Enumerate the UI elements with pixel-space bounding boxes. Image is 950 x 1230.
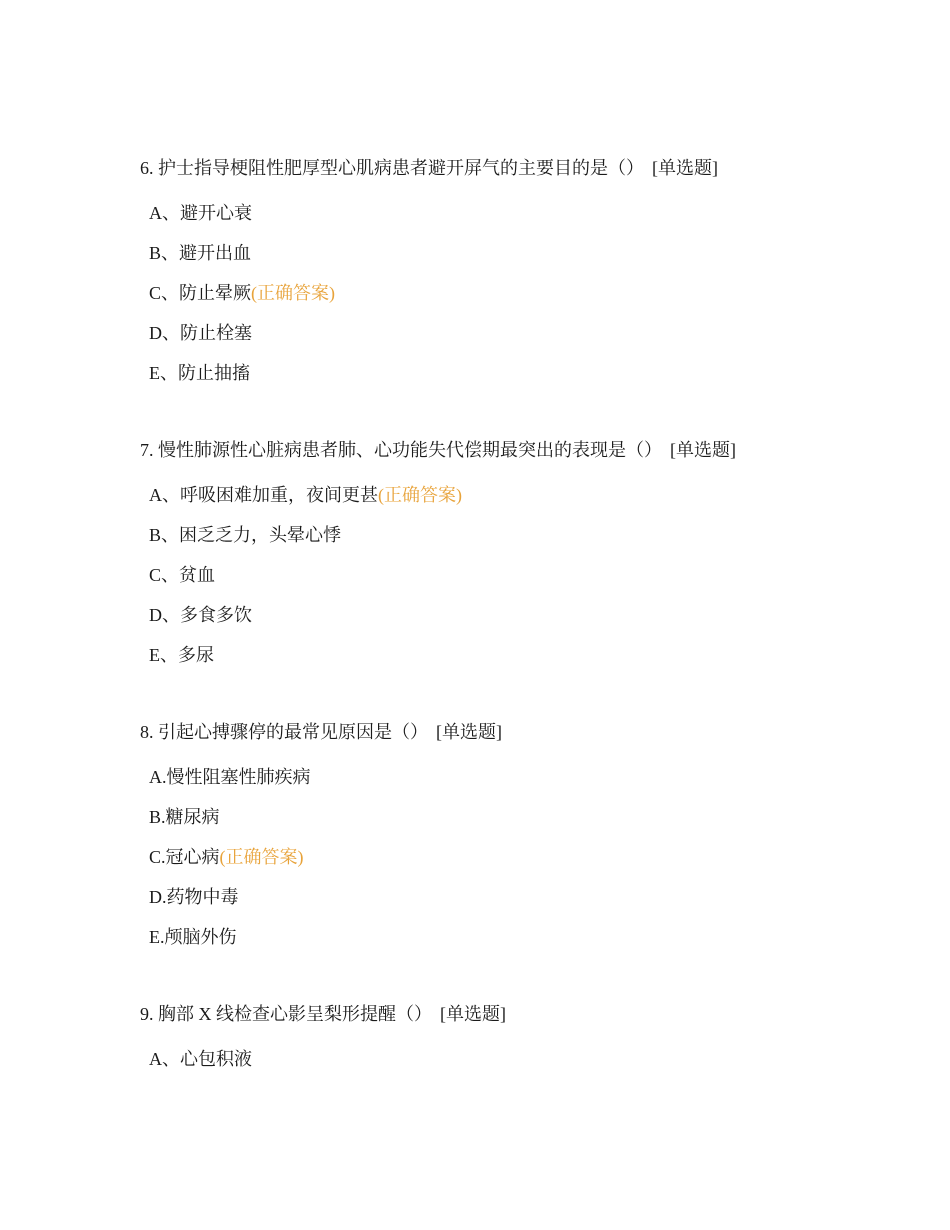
option-label: D.药物中毒 (149, 887, 239, 907)
option-label: C、贫血 (149, 565, 216, 585)
question-8 (140, 719, 910, 964)
option-c (149, 844, 910, 870)
option-list (140, 1046, 910, 1072)
option-a (149, 200, 910, 226)
option-label: B、困乏乏力，头晕心悸 (149, 525, 342, 545)
question-title (140, 719, 910, 745)
option-a (149, 764, 910, 790)
question-type-tag: [单选题] (440, 1004, 506, 1024)
question-7 (140, 437, 910, 682)
question-text: 8. 引起心搏骤停的最常见原因是（） (140, 722, 428, 742)
option-d (149, 602, 910, 628)
correct-answer-mark: (正确答案) (219, 847, 304, 867)
option-label: E、多尿 (149, 645, 214, 665)
option-label: D、防止栓塞 (149, 323, 252, 343)
question-text: 7. 慢性肺源性心脏病患者肺、心功能失代偿期最突出的表现是（） (140, 440, 662, 460)
option-label: C、防止晕厥 (149, 283, 252, 303)
question-text: 9. 胸部 X 线检查心影呈梨形提醒（） (140, 1004, 432, 1024)
option-c (149, 280, 910, 306)
option-d (149, 320, 910, 346)
option-list (140, 764, 910, 950)
option-c (149, 562, 910, 588)
question-type-tag: [单选题] (436, 722, 502, 742)
option-a (149, 1046, 910, 1072)
option-label: E.颅脑外伤 (149, 927, 237, 947)
option-b (149, 240, 910, 266)
option-label: B.糖尿病 (149, 807, 220, 827)
option-list (140, 482, 910, 668)
option-label: A、心包积液 (149, 1049, 252, 1069)
correct-answer-mark: (正确答案) (378, 485, 462, 505)
question-title (140, 155, 910, 181)
option-d (149, 884, 910, 910)
correct-answer-mark: (正确答案) (251, 283, 336, 303)
option-label: A.慢性阻塞性肺疾病 (149, 767, 311, 787)
option-label: E、防止抽搐 (149, 363, 250, 383)
option-b (149, 804, 910, 830)
option-e (149, 924, 910, 950)
question-title (140, 1001, 910, 1027)
option-e (149, 642, 910, 668)
question-text: 6. 护士指导梗阻性肥厚型心肌病患者避开屏气的主要目的是（） (140, 158, 644, 178)
option-label: A、避开心衰 (149, 203, 252, 223)
option-list (140, 200, 910, 386)
option-label: D、多食多饮 (149, 605, 252, 625)
question-title (140, 437, 910, 463)
question-type-tag: [单选题] (652, 158, 718, 178)
question-6 (140, 155, 910, 400)
option-e (149, 360, 910, 386)
option-b (149, 522, 910, 548)
option-a (149, 482, 910, 508)
option-label: A、呼吸困难加重，夜间更甚 (149, 485, 378, 505)
question-9 (140, 1001, 910, 1086)
option-label: C.冠心病 (149, 847, 220, 867)
option-label: B、避开出血 (149, 243, 252, 263)
question-type-tag: [单选题] (670, 440, 736, 460)
